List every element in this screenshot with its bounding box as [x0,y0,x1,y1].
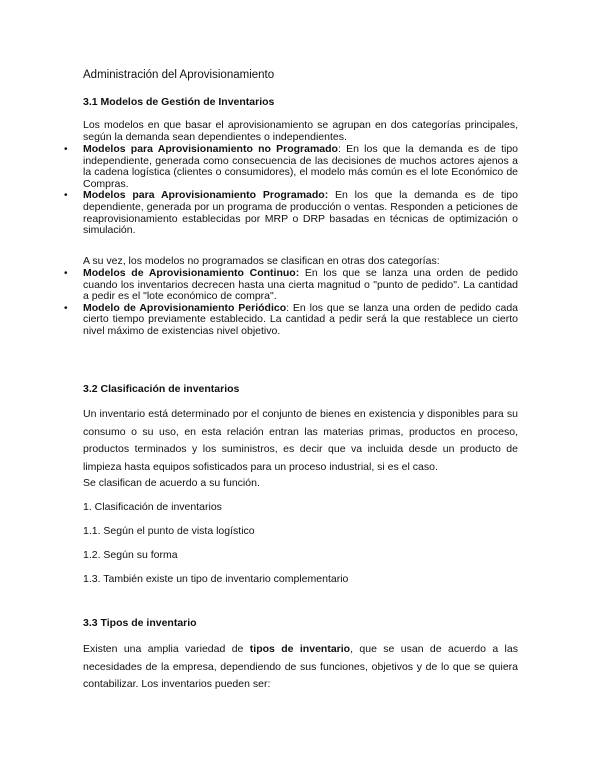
list-item-text: : En los que la demanda es de tipo independiente, generada como consecuencia de las decisiones de muchos actores ajenos a la cadena logística (clientes o consumidores), el modelo más común es el lote Económico de Compras. [83,143,519,190]
list-item [64,301,518,338]
section-3-3-paragraph [83,641,518,694]
no-programado-list [64,143,519,237]
paragraph-text: , que se usan de acuerdo a las necesidades de la empresa, dependiendo de sus funciones, objetivos y de lo que se quiera contabilizar. Los inventarios pueden ser: [83,643,518,691]
section-3-3-heading: 3.3 Tipos de inventario [83,617,197,629]
list-item-text: : En los que se lanza una orden de pedido cada cierto tiempo previamente establecido. La cantidad a pedir será la que restablece un cierto nivel máximo de existencias nivel objetivo. [83,301,518,337]
section-3-1-intro2: A su vez, los modelos no programados se clasifican en otras dos categorías: [83,255,440,267]
list-item [64,189,518,237]
section-3-1-heading: 3.1 Modelos de Gestión de Inventarios [83,96,275,108]
classification-item: 1.3. También existe un tipo de inventario complementario [83,573,349,585]
list-item [64,143,519,190]
classification-item: 1.1. Según el punto de vista logístico [83,525,255,537]
bullet-icon: • [64,302,68,314]
section-3-2-heading: 3.2 Clasificación de inventarios [83,383,240,395]
list-item-term: Modelo de Aprovisionamiento Periódico [83,301,287,314]
bullet-icon: • [64,144,68,155]
paragraph-text: Existen una amplia variedad de [83,643,250,655]
list-item-term: Modelos para Aprovisionamiento no Programado [83,143,338,155]
list-item [64,267,518,303]
section-3-2-paragraph: Un inventario está determinado por el conjunto de bienes en existencia y disponibles para su consumo o su uso, en esta relación entran las materias primas, productos en proceso, productos terminados y los suministros, es decir que va incluida desde un producto de limpieza hasta equipos sofisticados para un proceso industrial, si es el caso. [83,408,518,473]
paragraph-bold-term: tipos de inventario [249,643,351,655]
list-item-term: Modelos de Aprovisionamiento Continuo: [83,267,300,279]
list-item-text: En los que se lanza una orden de pedido cuando los inventarios decrecen hasta una cierta magnitud o "punto de pedido". La cantidad a pedir es el "lote económico de compra". [83,267,518,303]
bullet-icon: • [64,190,68,202]
list-item-text: En los que la demanda es de tipo dependiente, generada por un programa de producción o ventas. Responden a peticiones de reaprovisionamiento establecidas por MRP o DRP basadas en técnicas de optimización o simulación. [83,189,518,237]
bullet-icon: • [64,268,68,279]
classification-item: 1.2. Según su forma [83,549,178,561]
list-item-term: Modelos para Aprovisionamiento Programado: [83,189,329,202]
section-3-1-intro: Los modelos en que basar el aprovisionamiento se agrupan en dos categorías principales, según la demanda sean dependientes o independientes. [83,119,518,143]
no-programados-list [64,267,518,338]
document-title: Administración del Aprovisionamiento [83,69,275,81]
classification-item: 1. Clasificación de inventarios [83,501,222,513]
classification-intro: Se clasifican de acuerdo a su función. [83,477,260,489]
